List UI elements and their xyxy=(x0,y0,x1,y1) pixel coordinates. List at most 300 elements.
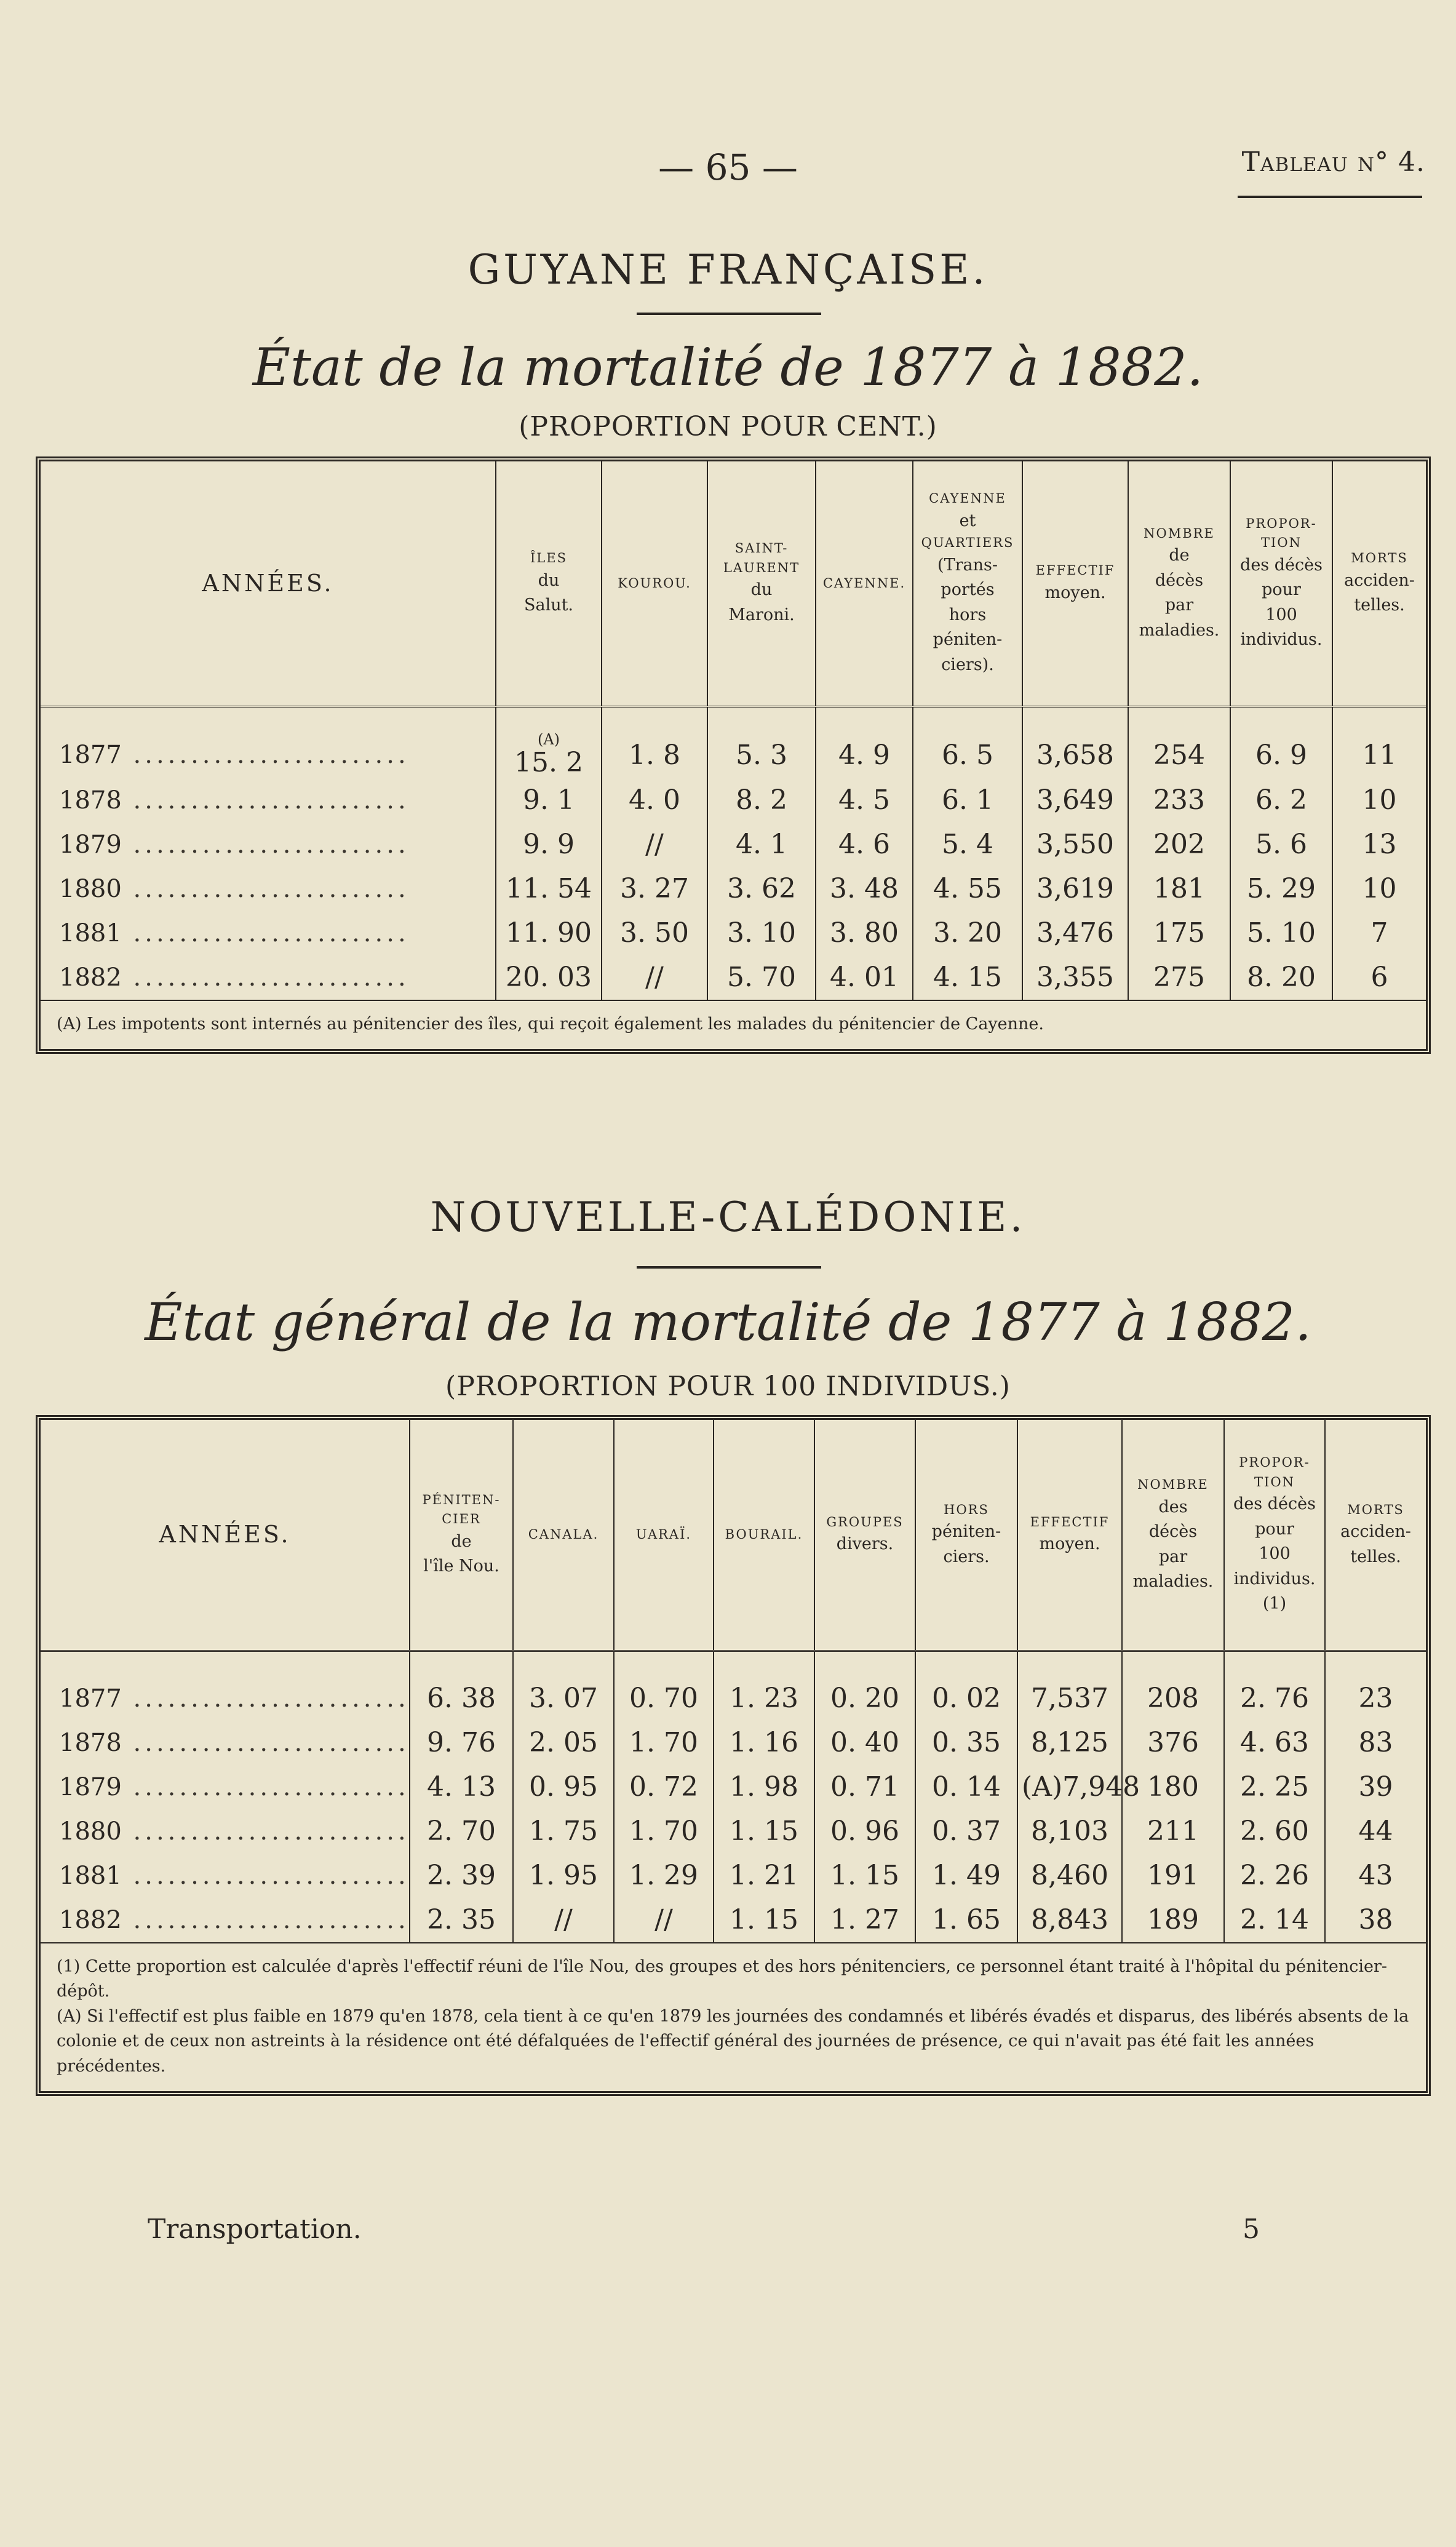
column-header-line: maladies. xyxy=(1132,1572,1214,1591)
leader-dots: ........................ xyxy=(121,963,410,992)
value-cell xyxy=(913,867,1022,911)
cell-value: 6. 9 xyxy=(1255,739,1307,771)
column-header-line: SAINT- xyxy=(734,541,789,556)
column-header-line: par xyxy=(1164,596,1194,615)
cell-value: 1. 23 xyxy=(730,1683,798,1714)
table-row xyxy=(41,706,1426,778)
table-row xyxy=(41,1854,1426,1898)
cell-value: 4. 1 xyxy=(736,829,787,860)
column-header xyxy=(1128,461,1230,706)
value-cell xyxy=(1230,867,1332,911)
table-row xyxy=(41,1809,1426,1854)
value-cell xyxy=(1332,955,1426,1000)
cell-value: // xyxy=(554,1904,573,1935)
column-header-line: acciden- xyxy=(1344,570,1415,590)
cell-value: 5. 29 xyxy=(1247,873,1316,904)
column-header xyxy=(913,461,1022,706)
column-header-line: hors xyxy=(949,605,987,624)
value-cell xyxy=(1224,1765,1325,1809)
cell-value: 2. 14 xyxy=(1240,1904,1309,1935)
value-cell xyxy=(707,867,816,911)
value-cell xyxy=(614,1651,714,1721)
value-cell xyxy=(1224,1809,1325,1854)
column-header-line: telles. xyxy=(1350,1547,1401,1566)
cell-value: 2. 70 xyxy=(427,1816,496,1847)
value-cell xyxy=(1122,1854,1224,1898)
value-cell xyxy=(707,823,816,867)
value-cell xyxy=(816,911,913,955)
year-label: 1882 xyxy=(59,1905,122,1934)
column-header-line: (1) xyxy=(1262,1594,1287,1613)
column-header-line: TION xyxy=(1254,1474,1295,1489)
leader-dots: ........................ xyxy=(121,830,410,859)
value-cell xyxy=(707,706,816,778)
cell-value: 233 xyxy=(1153,784,1205,816)
cell-value: 20. 03 xyxy=(506,962,592,993)
year-label: 1879 xyxy=(59,830,122,859)
column-header-line: et xyxy=(959,511,976,530)
column-header-line: du xyxy=(538,570,560,590)
year-label: 1881 xyxy=(59,919,122,947)
cell-value: 9. 76 xyxy=(427,1727,496,1758)
value-cell xyxy=(410,1854,513,1898)
cell-value: 7,537 xyxy=(1031,1683,1108,1714)
value-cell xyxy=(1230,955,1332,1000)
column-header xyxy=(1332,461,1426,706)
cell-value: 181 xyxy=(1153,873,1205,904)
table-title-guyane: État de la mortalité de 1877 à 1882. xyxy=(252,337,1204,397)
value-cell xyxy=(1017,1898,1122,1942)
value-cell xyxy=(1325,1854,1426,1898)
column-header xyxy=(1022,461,1128,706)
column-header-line: NOMBRE xyxy=(1137,1477,1209,1492)
value-cell xyxy=(513,1765,614,1809)
cell-value: 11 xyxy=(1362,739,1397,771)
cell-value: 11. 54 xyxy=(506,873,592,904)
column-header-line: KOUROU. xyxy=(618,575,691,591)
cell-value: 1. 29 xyxy=(629,1860,698,1891)
cell-value: 4. 55 xyxy=(933,873,1002,904)
value-cell xyxy=(816,867,913,911)
column-header-line: BOURAIL. xyxy=(725,1527,803,1542)
value-cell xyxy=(714,1809,814,1854)
mortality-table-guyane xyxy=(41,461,1426,1000)
table-row xyxy=(41,911,1426,955)
cell-value: 1. 75 xyxy=(529,1816,598,1847)
year-cell xyxy=(41,823,496,867)
year-label: 1882 xyxy=(59,963,122,992)
column-header-line: de xyxy=(1169,546,1190,565)
cell-value: 6. 5 xyxy=(942,739,993,771)
year-label: 1880 xyxy=(59,1817,122,1846)
year-label: 1877 xyxy=(59,741,122,769)
year-label: 1879 xyxy=(59,1772,122,1801)
cell-value: 4. 01 xyxy=(830,962,899,993)
value-cell xyxy=(1128,778,1230,823)
table-row xyxy=(41,955,1426,1000)
cell-value: 6. 38 xyxy=(427,1683,496,1714)
tableau-rule xyxy=(1238,196,1422,198)
column-header-line: péniten- xyxy=(931,1522,1001,1541)
cell-value: 5. 10 xyxy=(1247,917,1316,949)
year-cell xyxy=(41,911,496,955)
cell-value: 4. 9 xyxy=(838,739,890,771)
column-header-line: EFFECTIF xyxy=(1030,1514,1110,1529)
leader-dots: ........................ xyxy=(121,1817,410,1846)
footnote-a: (A) Si l'effectif est plus faible en 1879 qu'en 1878, cela tient à ce qu'en 1879 les journées des condamnés et libérés évadés et disparus, des libérés absents de la colonie et de ceux non astreints à la résidence ont été défalquées de l'effectif général des journées de présence, ce qui n'avait pas été fait les années précédentes. xyxy=(57,2006,1409,2076)
footnote-text: (A) Les impotents sont internés au pénitencier des îles, qui reçoit également les malades du pénitencier de Cayenne. xyxy=(57,1014,1044,1034)
column-header-line: du xyxy=(750,580,773,600)
column-header-line: HORS xyxy=(944,1502,989,1517)
value-cell xyxy=(1022,911,1128,955)
column-header-line: UARAÏ. xyxy=(635,1527,692,1542)
cell-value: 4. 13 xyxy=(427,1771,496,1803)
column-header-line: moyen. xyxy=(1044,583,1106,602)
value-cell xyxy=(602,867,707,911)
cell-value: 10 xyxy=(1362,784,1397,816)
column-header-line: ciers). xyxy=(941,655,994,674)
value-cell xyxy=(1332,911,1426,955)
cell-value: 9. 1 xyxy=(523,784,575,816)
value-cell xyxy=(1224,1651,1325,1721)
table-row xyxy=(41,823,1426,867)
cell-value: 1. 15 xyxy=(830,1860,899,1891)
cell-value: 1. 16 xyxy=(730,1727,798,1758)
cell-value: 43 xyxy=(1358,1860,1393,1891)
value-cell xyxy=(714,1898,814,1942)
value-cell xyxy=(614,1765,714,1809)
cell-value: 5. 70 xyxy=(727,962,796,993)
value-cell xyxy=(1230,706,1332,778)
cell-value: 4. 0 xyxy=(629,784,680,816)
column-header-line: 100 xyxy=(1265,605,1297,624)
cell-value: 9. 9 xyxy=(523,829,575,860)
column-header-line: par xyxy=(1158,1547,1188,1566)
column-header xyxy=(814,1420,915,1651)
column-header xyxy=(410,1420,513,1651)
value-cell xyxy=(913,778,1022,823)
value-cell xyxy=(1022,867,1128,911)
leader-dots: ........................ xyxy=(121,1728,410,1757)
value-cell xyxy=(602,706,707,778)
value-cell xyxy=(913,911,1022,955)
cell-value: 0. 40 xyxy=(830,1727,899,1758)
table-row xyxy=(41,867,1426,911)
cell-value: 6 xyxy=(1370,962,1388,993)
cell-value: 1. 70 xyxy=(629,1727,698,1758)
cell-value: 7 xyxy=(1370,917,1388,949)
column-header-line: individus. xyxy=(1233,1569,1316,1588)
cell-value: 0. 35 xyxy=(932,1727,1001,1758)
cell-value: 2. 25 xyxy=(1240,1771,1309,1803)
column-header-line: individus. xyxy=(1240,630,1323,650)
cell-value: 0. 96 xyxy=(830,1816,899,1847)
cell-value: 1. 21 xyxy=(730,1860,798,1891)
value-cell xyxy=(513,1898,614,1942)
value-cell xyxy=(1128,823,1230,867)
year-label: 1880 xyxy=(59,874,122,903)
column-header xyxy=(915,1420,1017,1651)
column-header-line: maladies. xyxy=(1139,620,1220,640)
cell-value: // xyxy=(645,829,664,860)
leader-dots: ........................ xyxy=(121,786,410,815)
cell-value: 8,103 xyxy=(1031,1816,1108,1847)
value-cell xyxy=(410,1651,513,1721)
year-cell xyxy=(41,1765,410,1809)
title-rule-caledonie xyxy=(637,1266,821,1269)
column-header-annees xyxy=(41,1420,410,1651)
value-cell xyxy=(1325,1721,1426,1765)
footer-sheet-number: 5 xyxy=(1243,2214,1260,2245)
value-cell xyxy=(707,955,816,1000)
leader-dots: ........................ xyxy=(121,1684,410,1713)
year-cell xyxy=(41,1651,410,1721)
value-cell xyxy=(1224,1721,1325,1765)
value-cell xyxy=(513,1651,614,1721)
value-cell xyxy=(707,911,816,955)
column-header-line: divers. xyxy=(836,1534,894,1554)
cell-value: 8,843 xyxy=(1031,1904,1108,1935)
value-cell xyxy=(410,1809,513,1854)
column-header-line: 100 xyxy=(1259,1544,1291,1563)
column-header-line: des décès xyxy=(1233,1494,1316,1513)
year-label: 1878 xyxy=(59,786,122,815)
cell-value: 3. 80 xyxy=(830,917,899,949)
cell-value: 2. 60 xyxy=(1240,1816,1309,1847)
cell-value: 3,658 xyxy=(1036,739,1114,771)
table-row xyxy=(41,1721,1426,1765)
value-cell xyxy=(1325,1651,1426,1721)
cell-value: (A)7,948 xyxy=(1022,1771,1140,1803)
value-cell xyxy=(915,1651,1017,1721)
cell-value: 3,355 xyxy=(1036,962,1114,993)
cell-value: 2. 76 xyxy=(1240,1683,1309,1714)
cell-value: 208 xyxy=(1147,1683,1199,1714)
column-header-line: ANNÉES. xyxy=(159,1521,291,1549)
column-header-line: CAYENNE xyxy=(929,491,1006,506)
leader-dots: ........................ xyxy=(121,741,410,769)
column-header-line: NOMBRE xyxy=(1144,525,1215,541)
leader-dots: ........................ xyxy=(121,874,410,903)
value-cell xyxy=(816,778,913,823)
table-title-caledonie: État général de la mortalité de 1877 à 1882. xyxy=(145,1292,1311,1352)
column-header-line: des décès xyxy=(1240,555,1323,575)
column-header xyxy=(1017,1420,1122,1651)
column-header-line: l'île Nou. xyxy=(423,1556,499,1576)
region-title-caledonie: NOUVELLE-CALÉDONIE. xyxy=(430,1194,1026,1241)
tableau-number: Tableau n° 4. xyxy=(1241,146,1425,178)
cell-value: 1. 15 xyxy=(730,1816,798,1847)
column-header-line: de xyxy=(451,1531,472,1551)
cell-value: 254 xyxy=(1153,739,1205,771)
cell-value: 2. 26 xyxy=(1240,1860,1309,1891)
cell-value: 0. 71 xyxy=(830,1771,899,1803)
value-cell xyxy=(1325,1765,1426,1809)
cell-value: 3. 27 xyxy=(620,873,689,904)
column-header-line: GROUPES xyxy=(826,1514,904,1529)
value-cell xyxy=(513,1721,614,1765)
column-header-line: péniten- xyxy=(933,630,1003,650)
cell-value: 1. 8 xyxy=(629,739,680,771)
value-cell xyxy=(602,823,707,867)
year-cell xyxy=(41,1809,410,1854)
column-header-line: ANNÉES. xyxy=(202,569,334,597)
cell-value: 1. 27 xyxy=(830,1904,899,1935)
value-cell xyxy=(816,706,913,778)
column-header-line: CANALA. xyxy=(528,1527,599,1542)
value-cell xyxy=(816,823,913,867)
cell-value: 4. 5 xyxy=(838,784,890,816)
region-title-guyane: GUYANE FRANÇAISE. xyxy=(467,246,989,293)
value-cell xyxy=(1017,1721,1122,1765)
cell-value: 8. 2 xyxy=(736,784,787,816)
column-header xyxy=(602,461,707,706)
value-cell xyxy=(614,1898,714,1942)
cell-value: 10 xyxy=(1362,873,1397,904)
column-header-line: PROPOR- xyxy=(1246,516,1317,531)
cell-value: 0. 14 xyxy=(932,1771,1001,1803)
value-cell xyxy=(814,1721,915,1765)
footnotes-caledonie xyxy=(41,1942,1426,2092)
mortality-table-caledonie xyxy=(41,1420,1426,1942)
cell-value: 3. 50 xyxy=(620,917,689,949)
column-header-line: ciers. xyxy=(943,1547,990,1566)
column-header-line: telles. xyxy=(1354,596,1405,615)
value-cell xyxy=(707,778,816,823)
column-header xyxy=(1224,1420,1325,1651)
cell-value: 0. 70 xyxy=(629,1683,698,1714)
cell-value: 1. 95 xyxy=(529,1860,598,1891)
cell-value: 15. 2 xyxy=(514,746,583,778)
column-header-line: CAYENNE. xyxy=(822,575,906,591)
value-cell xyxy=(1332,823,1426,867)
column-header-annees xyxy=(41,461,496,706)
column-header-line: des xyxy=(1158,1497,1188,1517)
cell-value: 8,460 xyxy=(1031,1860,1108,1891)
value-cell xyxy=(714,1765,814,1809)
value-cell xyxy=(915,1721,1017,1765)
footnote-1: (1) Cette proportion est calculée d'après l'effectif réuni de l'île Nou, des groupes et des hors pénitenciers, ce personnel étant traité à l'hôpital du pénitencier-dépôt. xyxy=(57,1956,1388,2001)
value-cell xyxy=(1128,911,1230,955)
value-cell xyxy=(614,1809,714,1854)
value-cell xyxy=(915,1898,1017,1942)
value-cell xyxy=(814,1809,915,1854)
column-header-line: Maroni. xyxy=(728,605,795,624)
column-header-line: EFFECTIF xyxy=(1035,563,1115,578)
year-cell xyxy=(41,955,496,1000)
cell-value: 211 xyxy=(1147,1816,1199,1847)
column-header-line: TION xyxy=(1261,535,1302,551)
value-cell xyxy=(814,1898,915,1942)
value-cell xyxy=(1325,1809,1426,1854)
cell-value: 275 xyxy=(1153,962,1205,993)
value-cell xyxy=(614,1854,714,1898)
column-header xyxy=(496,461,602,706)
value-cell xyxy=(602,955,707,1000)
cell-value: 2. 39 xyxy=(427,1860,496,1891)
column-header-line: décès xyxy=(1155,570,1204,590)
cell-value: 2. 35 xyxy=(427,1904,496,1935)
cell-value: 1. 98 xyxy=(730,1771,798,1803)
cell-value: 4. 15 xyxy=(933,962,1002,993)
column-header xyxy=(1325,1420,1426,1651)
value-cell xyxy=(1230,911,1332,955)
cell-value: 6. 2 xyxy=(1255,784,1307,816)
table-row xyxy=(41,778,1426,823)
cell-value: 3. 20 xyxy=(933,917,1002,949)
year-cell xyxy=(41,1854,410,1898)
cell-value: 1. 70 xyxy=(629,1816,698,1847)
value-cell xyxy=(913,955,1022,1000)
cell-value: 3,550 xyxy=(1036,829,1114,860)
value-cell xyxy=(1122,1809,1224,1854)
cell-value: 0. 72 xyxy=(629,1771,698,1803)
value-cell xyxy=(1224,1854,1325,1898)
cell-value: 8,125 xyxy=(1031,1727,1108,1758)
column-header-line: Salut. xyxy=(523,596,574,615)
value-cell xyxy=(602,778,707,823)
cell-value: // xyxy=(654,1904,673,1935)
cell-value: 5. 4 xyxy=(942,829,993,860)
column-header xyxy=(614,1420,714,1651)
year-cell xyxy=(41,1721,410,1765)
value-cell xyxy=(814,1765,915,1809)
cell-value: 6. 1 xyxy=(942,784,993,816)
footnote-guyane xyxy=(41,1000,1426,1050)
value-cell xyxy=(1017,1651,1122,1721)
year-cell xyxy=(41,867,496,911)
column-header-line: MORTS xyxy=(1347,1502,1404,1517)
leader-dots: ........................ xyxy=(121,1905,410,1934)
cell-value: 1. 49 xyxy=(932,1860,1001,1891)
value-cell xyxy=(714,1651,814,1721)
column-header-line: pour xyxy=(1255,1519,1294,1539)
cell-value: 3,619 xyxy=(1036,873,1114,904)
value-cell xyxy=(1017,1765,1140,1809)
value-cell xyxy=(915,1809,1017,1854)
cell-value: 3,476 xyxy=(1036,917,1114,949)
cell-value: 0. 37 xyxy=(932,1816,1001,1847)
value-cell xyxy=(410,1898,513,1942)
column-header-line: décès xyxy=(1148,1522,1198,1541)
value-cell xyxy=(496,706,602,778)
value-cell xyxy=(513,1809,614,1854)
cell-value: 39 xyxy=(1358,1771,1393,1803)
cell-value: 1. 65 xyxy=(932,1904,1001,1935)
column-header-line: pour xyxy=(1262,580,1301,600)
cell-value: 5. 6 xyxy=(1255,829,1307,860)
year-cell xyxy=(41,706,496,778)
value-cell xyxy=(1022,778,1128,823)
value-cell xyxy=(1122,1721,1224,1765)
value-cell xyxy=(913,706,1022,778)
value-cell xyxy=(1332,706,1426,778)
value-cell xyxy=(1122,1651,1224,1721)
table-frame-caledonie xyxy=(36,1415,1431,2096)
cell-value: 5. 3 xyxy=(736,739,787,771)
value-cell xyxy=(1022,955,1128,1000)
cell-value: 191 xyxy=(1147,1860,1199,1891)
column-header xyxy=(816,461,913,706)
value-cell xyxy=(1128,706,1230,778)
cell-value: 3,649 xyxy=(1036,784,1114,816)
column-header-line: ÎLES xyxy=(530,551,567,565)
value-cell xyxy=(1230,778,1332,823)
value-cell xyxy=(814,1651,915,1721)
cell-value: 23 xyxy=(1358,1683,1393,1714)
cell-value: 0. 95 xyxy=(529,1771,598,1803)
value-cell xyxy=(410,1765,513,1809)
